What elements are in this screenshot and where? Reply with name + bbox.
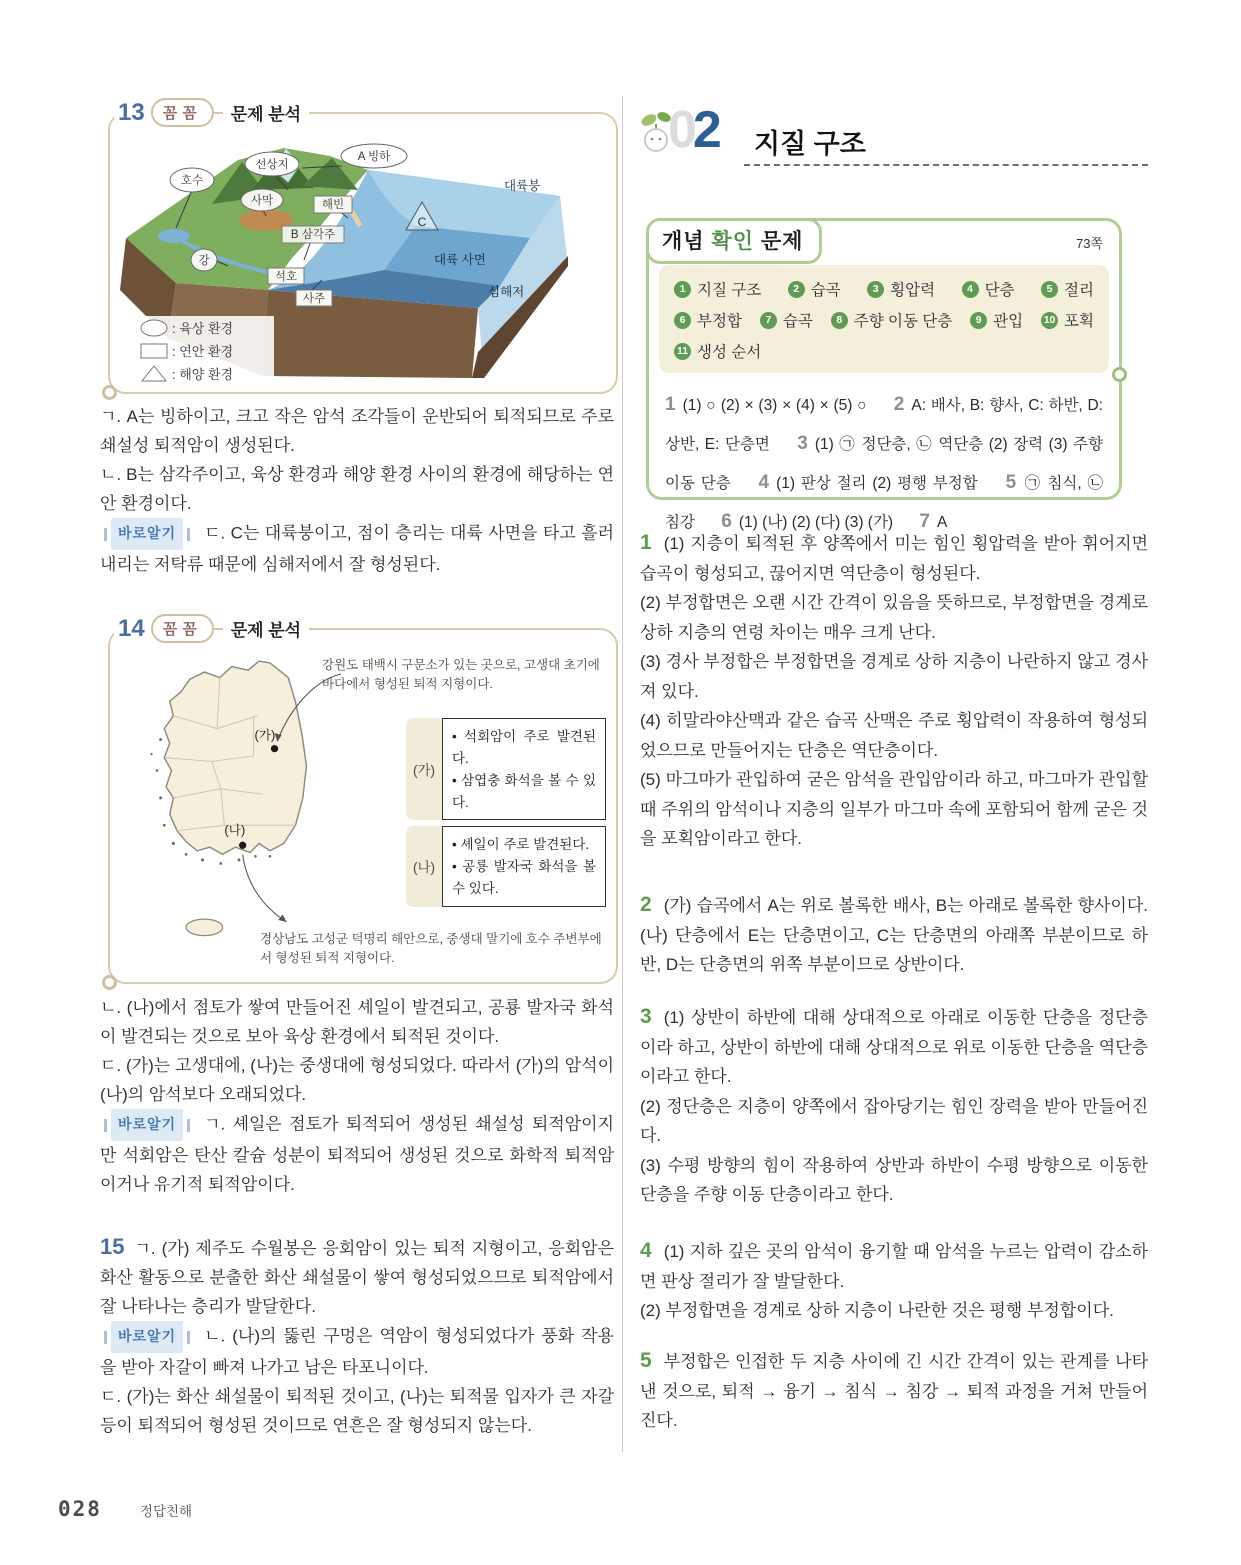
label-lake: 호수 bbox=[180, 175, 204, 187]
legend-marine-label: : 해양 환경 bbox=[172, 367, 234, 382]
column-divider bbox=[622, 96, 623, 1452]
label-desert: 사막 bbox=[250, 195, 274, 207]
ga-item: • 석회암이 주로 발견된다. bbox=[452, 726, 596, 770]
box-connector-ring bbox=[102, 385, 117, 400]
korea-map bbox=[120, 652, 420, 962]
answer-4: 4 (1) 판상 절리 (2) 평행 부정합 bbox=[758, 471, 978, 493]
term-10: 10 포획 bbox=[1041, 309, 1094, 331]
label-lagoon: 석호 bbox=[274, 271, 298, 283]
solution-3: 3 (1) 상반이 하반에 대해 상대적으로 아래로 이동한 단층을 정단층이라 하고, 상반이 하반에 대해 상대적으로 위로 이동한 단층을 역단층이라고 한다. (2) 정단층은 지층이 양쪽에서 잡아당기는 힘인 장력을 받아 만들어진다. (3) 수평 방향의 힘이 작용하여 상반과 하반이 수평 방향으로 이동한 단층을 주향 이동 단층이라고 한다. bbox=[640, 1005, 1148, 1204]
legend-land-label: : 육상 환경 bbox=[172, 321, 234, 336]
p13-line-g: ㄱ. A는 빙하이고, 크고 작은 암석 조각들이 운반되어 퇴적되므로 주로 쇄설성 퇴적암이 생성된다. bbox=[100, 407, 614, 455]
note-gangwon: 강원도 태백시 구문소가 있는 곳으로, 고생대 초기에 바다에서 형성된 퇴적 지형이다. bbox=[322, 658, 600, 692]
problem13-title bbox=[114, 98, 309, 127]
problem13-analysis-box bbox=[108, 98, 618, 394]
p13-line-n: ㄴ. B는 삼각주이고, 육상 환경과 해양 환경 사이의 환경에 해당하는 연안 환경이다. bbox=[100, 465, 614, 513]
environment-block-diagram bbox=[116, 138, 608, 390]
page-footer bbox=[58, 1497, 192, 1521]
p14-line-n: ㄴ. (나)에서 점토가 쌓여 만들어진 셰일이 발견되고, 공룡 발자국 화석이 발견되는 것으로 보아 육상 환경에서 퇴적된 것이다. bbox=[100, 998, 614, 1046]
na-point-label: (나) bbox=[224, 822, 246, 838]
section-header bbox=[640, 101, 1148, 174]
term-5: 5 절리 bbox=[1041, 278, 1094, 300]
problem14-analysis-box bbox=[108, 614, 618, 984]
footer-brand: 정답친해 bbox=[139, 1504, 193, 1519]
baroalgi-badge: 바로알기 bbox=[100, 518, 194, 550]
legend-coast-label: : 연안 환경 bbox=[172, 344, 234, 359]
problem15-solution-text bbox=[100, 1232, 614, 1440]
legend-rect-symbol bbox=[141, 344, 167, 358]
legend-oval-symbol bbox=[141, 320, 167, 336]
na-item: • 셰일이 주로 발견된다. bbox=[452, 834, 596, 856]
problem13-solution-text bbox=[100, 402, 614, 579]
terms-row1 bbox=[674, 278, 1094, 300]
ga-feature-box bbox=[406, 718, 606, 820]
note-gyeongsang: 경상남도 고성군 덕명리 해안으로, 중생대 말기에 호수 주변부에서 형성된 퇴적 지형이다. bbox=[260, 932, 602, 966]
na-tab: (나) bbox=[406, 826, 442, 907]
problem15-number: 15 bbox=[100, 1234, 125, 1259]
ga-point bbox=[271, 745, 278, 752]
meticulous-badge: 꼼꼼 bbox=[151, 98, 214, 127]
p13-line-d: 바로알기 ㄷ. C는 대륙붕이고, 점이 층리는 대륙 사면을 타고 흘러내리는 저탁류 때문에 심해저에서 잘 형성된다. bbox=[100, 518, 614, 579]
term-6: 6 부정합 bbox=[674, 309, 742, 331]
section-underline bbox=[744, 164, 1148, 166]
answer-5: 5 ㉠ 침식, ㉡ 침강 bbox=[665, 471, 1104, 531]
solution-1-number: 1 bbox=[640, 531, 652, 554]
label-continental-slope: 대륙 사면 bbox=[434, 253, 486, 267]
answer-7: 7 A bbox=[919, 510, 948, 532]
page-number: 028 bbox=[58, 1497, 102, 1521]
term-3: 3 횡압력 bbox=[867, 278, 935, 300]
box-connector-ring bbox=[102, 975, 117, 990]
term-7: 7 습곡 bbox=[760, 309, 813, 331]
terms-row2 bbox=[674, 309, 1094, 331]
answer-2: 2 A: 배사, B: 향사, C: 하반, D: 상반, E: 단층면 bbox=[665, 394, 1104, 453]
label-deep-sea: 심해저 bbox=[488, 285, 525, 299]
solution-2: 2 (가) 습곡에서 A는 위로 볼록한 배사, B는 아래로 볼록한 향사이다. (나) 단층에서 E는 단층면이고, C는 단층면의 아래쪽 부분이므로 하반, D는 단층면의 위쪽 부분이므로 상반이다. bbox=[640, 893, 1148, 974]
problem14-number: 14 bbox=[114, 615, 151, 643]
jeju-island bbox=[186, 919, 222, 935]
na-items bbox=[442, 826, 606, 907]
problem14-title bbox=[114, 614, 309, 643]
diagram-legend bbox=[134, 316, 274, 386]
analysis-label: 문제 분석 bbox=[223, 616, 309, 641]
solution-3-number: 3 bbox=[640, 1005, 652, 1028]
answer-3: 3 (1) ㉠ 정단층, ㉡ 역단층 (2) 장력 (3) 주향 이동 단층 bbox=[665, 432, 1103, 492]
box-connector-ring bbox=[1112, 367, 1127, 382]
term-2: 2 습곡 bbox=[788, 278, 841, 300]
na-feature-box bbox=[406, 826, 606, 907]
meticulous-badge: 꼼꼼 bbox=[151, 614, 214, 643]
baroalgi-badge: 바로알기 bbox=[100, 1321, 194, 1353]
label-continental-shelf: 대륙붕 bbox=[504, 179, 541, 193]
label-glacier: A 빙하 bbox=[357, 151, 391, 163]
label-delta: B 삼각주 bbox=[290, 229, 336, 241]
concept-answers bbox=[649, 373, 1119, 542]
term-11: 11 생성 순서 bbox=[674, 340, 761, 362]
analysis-label: 문제 분석 bbox=[223, 100, 309, 125]
label-sandbar: 사주 bbox=[302, 293, 326, 305]
term-4: 4 단층 bbox=[962, 278, 1015, 300]
ga-item: • 삼엽충 화석을 볼 수 있다. bbox=[452, 770, 596, 814]
p14-line-d: ㄷ. (가)는 고생대에, (나)는 중생대에 형성되었다. 따라서 (가)의 암석이 (나)의 암석보다 오래되었다. bbox=[100, 1056, 614, 1104]
concept-check-box bbox=[646, 218, 1122, 532]
solution-5-number: 5 bbox=[640, 1349, 652, 1372]
section-number: 02 bbox=[668, 101, 722, 159]
solution-2-number: 2 bbox=[640, 893, 652, 916]
problem14-solution-text bbox=[100, 993, 614, 1199]
solution-1: 1 (1) 지층이 퇴적된 후 양쪽에서 미는 힘인 횡압력을 받아 휘어지면 습곡이 형성되고, 끊어지면 역단층이 형성된다. (2) 부정합면은 오랜 시간 간격이 있음을 뜻하므로, 부정합면을 경계로 상하 지층의 연령 차이는 매우 크게 난다. (3) 경사 부정합은 부정합면을 경계로 상하 지층이 나란하지 않고 경사져 있다. (4) 히말라야산맥과 같은 습곡 산맥은 주로 횡압력이 작용하여 형성되었으므로 만들어지는 단층은 역단층이다. (5) 마그마가 관입하여 굳은 암석을 관입암이라 하고, 마그마가 관입할 때 주위의 암석이나 지층의 일부가 마그마 속에 포함되어 함께 굳은 것을 포획암이라고 한다. bbox=[640, 531, 1148, 848]
ga-tab: (가) bbox=[406, 718, 442, 820]
term-1: 1 지질 구조 bbox=[674, 278, 761, 300]
terms-row3 bbox=[674, 340, 1094, 362]
p15-line-g: 15 ㄱ. (가) 제주도 수월봉은 응회암이 있는 퇴적 지형이고, 응회암은 화산 활동으로 분출한 화산 쇄설물이 쌓여 형성되었으므로 퇴적암에서 잘 나타나는 층리가 발달한다. bbox=[100, 1234, 614, 1316]
ga-items bbox=[442, 718, 606, 820]
p15-line-d: ㄷ. (가)는 화산 쇄설물이 퇴적된 것이고, (나)는 퇴적물 입자가 큰 자갈 등이 퇴적되어 형성된 것이므로 연흔은 잘 형성되지 않는다. bbox=[100, 1387, 614, 1435]
baroalgi-badge: 바로알기 bbox=[100, 1109, 194, 1141]
concept-terms bbox=[659, 265, 1109, 373]
solution-5: 5 부정합은 인접한 두 지층 사이에 긴 시간 간격이 있는 관계를 나타낸 것으로, 퇴적 → 융기 → 침식 → 침강 → 퇴적 과정을 거쳐 만들어진다. bbox=[640, 1349, 1148, 1430]
ga-point-label: (가) bbox=[254, 727, 276, 743]
solution-4: 4 (1) 지하 깊은 곳의 암석이 융기할 때 암석을 누르는 압력이 감소하면 판상 절리가 잘 발달한다. (2) 부정합면을 경계로 상하 지층이 나란한 것은 평행 부정합이다. bbox=[640, 1239, 1148, 1320]
concept-box-title: 개념 확인 문제 bbox=[646, 218, 822, 264]
term-9: 9 관입 bbox=[970, 309, 1023, 331]
answer-6: 6 (1) (나) (2) (다) (3) (가) bbox=[721, 510, 894, 532]
na-item: • 공룡 발자국 화석을 볼 수 있다. bbox=[452, 856, 596, 900]
solution-4-number: 4 bbox=[640, 1239, 652, 1262]
problem13-number: 13 bbox=[114, 99, 151, 127]
label-river: 강 bbox=[198, 255, 210, 267]
label-c: C bbox=[417, 215, 427, 229]
na-point bbox=[239, 842, 246, 849]
section-title: 지질 구조 bbox=[754, 129, 866, 159]
label-beach: 해빈 bbox=[321, 199, 345, 211]
page-reference: 73쪽 bbox=[1075, 236, 1103, 251]
label-alluvial-fan: 선상지 bbox=[255, 159, 289, 171]
p15-line-n: 바로알기 ㄴ. (나)의 뚫린 구멍은 역암이 형성되었다가 풍화 작용을 받아 자갈이 빠져 나가고 남은 타포니이다. bbox=[100, 1321, 614, 1382]
answer-1: 1 (1) ○ (2) × (3) × (4) × (5) ○ bbox=[665, 394, 867, 415]
p14-line-g: 바로알기 ㄱ. 셰일은 점토가 퇴적되어 생성된 쇄설성 퇴적암이지만 석회암은 탄산 칼슘 성분이 퇴적되어 생성된 것으로 화학적 퇴적암이거나 유기적 퇴적암이다. bbox=[100, 1109, 614, 1199]
term-8: 8 주향 이동 단층 bbox=[831, 309, 952, 331]
